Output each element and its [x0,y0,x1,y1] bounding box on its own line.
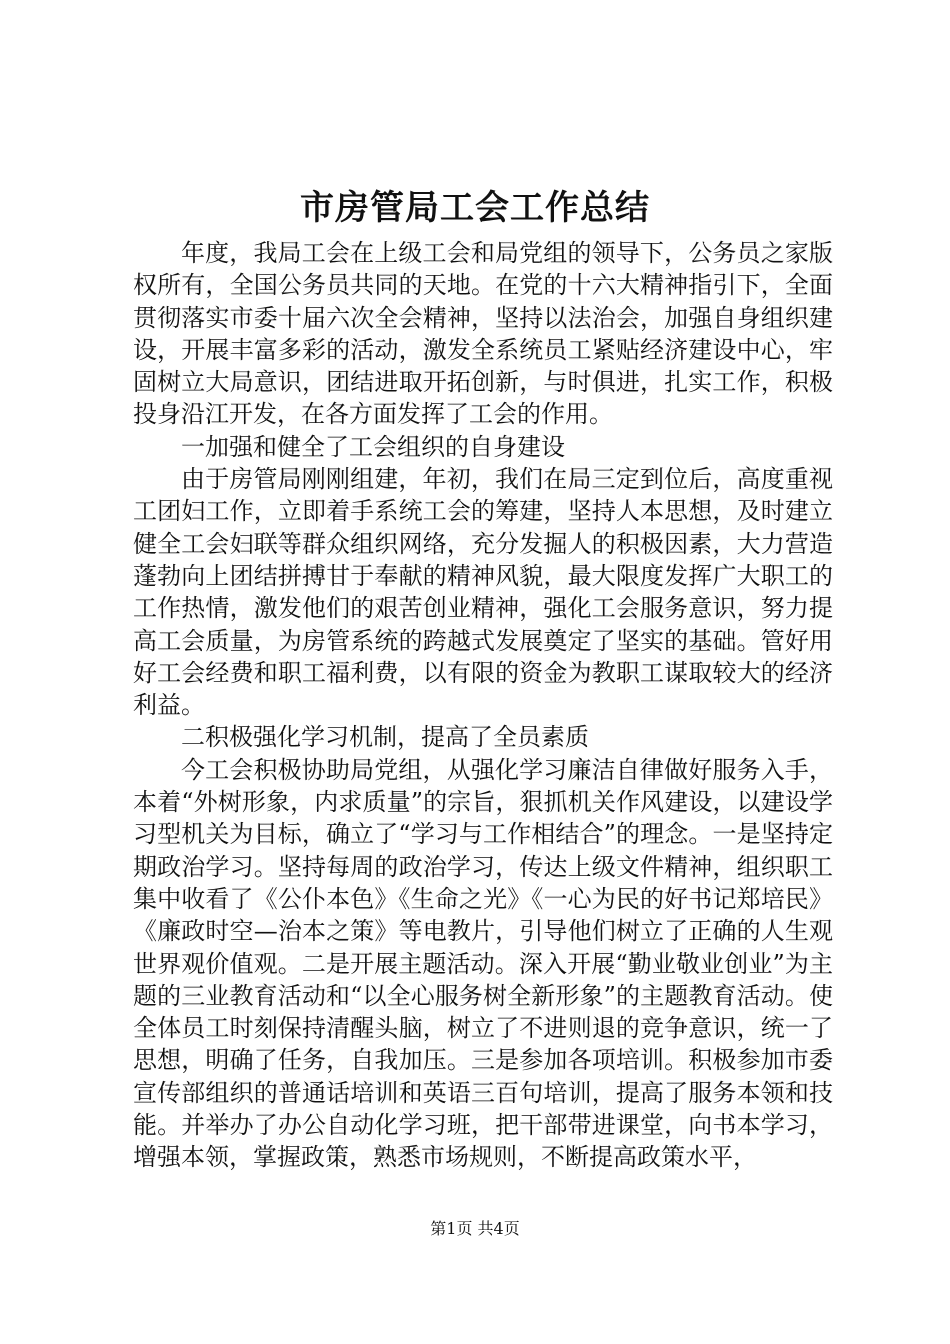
document-title: 市房管局工会工作总结 [300,188,650,228]
paragraph-intro: 年度，我局工会在上级工会和局党组的领导下，公务员之家版权所有，全国公务员共同的天地。在党的十六大精神指引下，全面贯彻落实市委十届六次全会精神，坚持以法治会，加强自身组织建设，开展丰富多彩的活动，激发全系统员工紧贴经济建设中心，牢固树立大局意识，团结进取开拓创新，与时俱进，扎实工作，积极投身沿江开发，在各方面发挥了工会的作用。 [133,239,833,429]
paragraph-section-2: 今工会积极协助局党组，从强化学习廉洁自律做好服务入手，本着“外树形象，内求质量”的宗旨，狠抓机关作风建设，以建设学习型机关为目标，确立了“学习与工作相结合”的理念。一是坚持定期政治学习。坚持每周的政治学习，传达上级文件精神，组织职工集中收看了《公仆本色》《生命之光》《一心为民的好书记郑培民》《廉政时空—治本之策》等电教片，引导他们树立了正确的人生观世界观价值观。二是开展主题活动。深入开展“勤业敬业创业”为主题的三业教育活动和“以全心服务树全新形象”的主题教育活动。使全体员工时刻保持清醒头脑，树立了不进则退的竞争意识，统一了思想，明确了任务，自我加压。三是参加各项培训。积极参加市委宣传部组织的普通话培训和英语三百句培训，提高了服务本领和技能。并举办了办公自动化学习班，把干部带进课堂，向书本学习，增强本领，掌握政策，熟悉市场规则，不断提高政策水平， [133,755,833,1172]
section-heading-2: 二积极强化学习机制，提高了全员素质 [181,723,589,752]
page-footer: 第1页 共4页 [430,1219,520,1238]
paragraph-section-1: 由于房管局刚刚组建，年初，我们在局三定到位后，高度重视工团妇工作，立即着手系统工会的筹建，坚持人本思想，及时建立健全工会妇联等群众组织网络，充分发掘人的积极因素，大力营造蓬勃向上团结拼搏甘于奉献的精神风貌，最大限度发挥广大职工的工作热情，激发他们的艰苦创业精神，强化工会服务意识，努力提高工会质量，为房管系统的跨越式发展奠定了坚实的基础。管好用好工会经费和职工福利费，以有限的资金为教职工谋取较大的经济利益。 [133,465,833,720]
document-body [133,237,833,1174]
section-heading-1: 一加强和健全了工会组织的自身建设 [181,432,565,461]
